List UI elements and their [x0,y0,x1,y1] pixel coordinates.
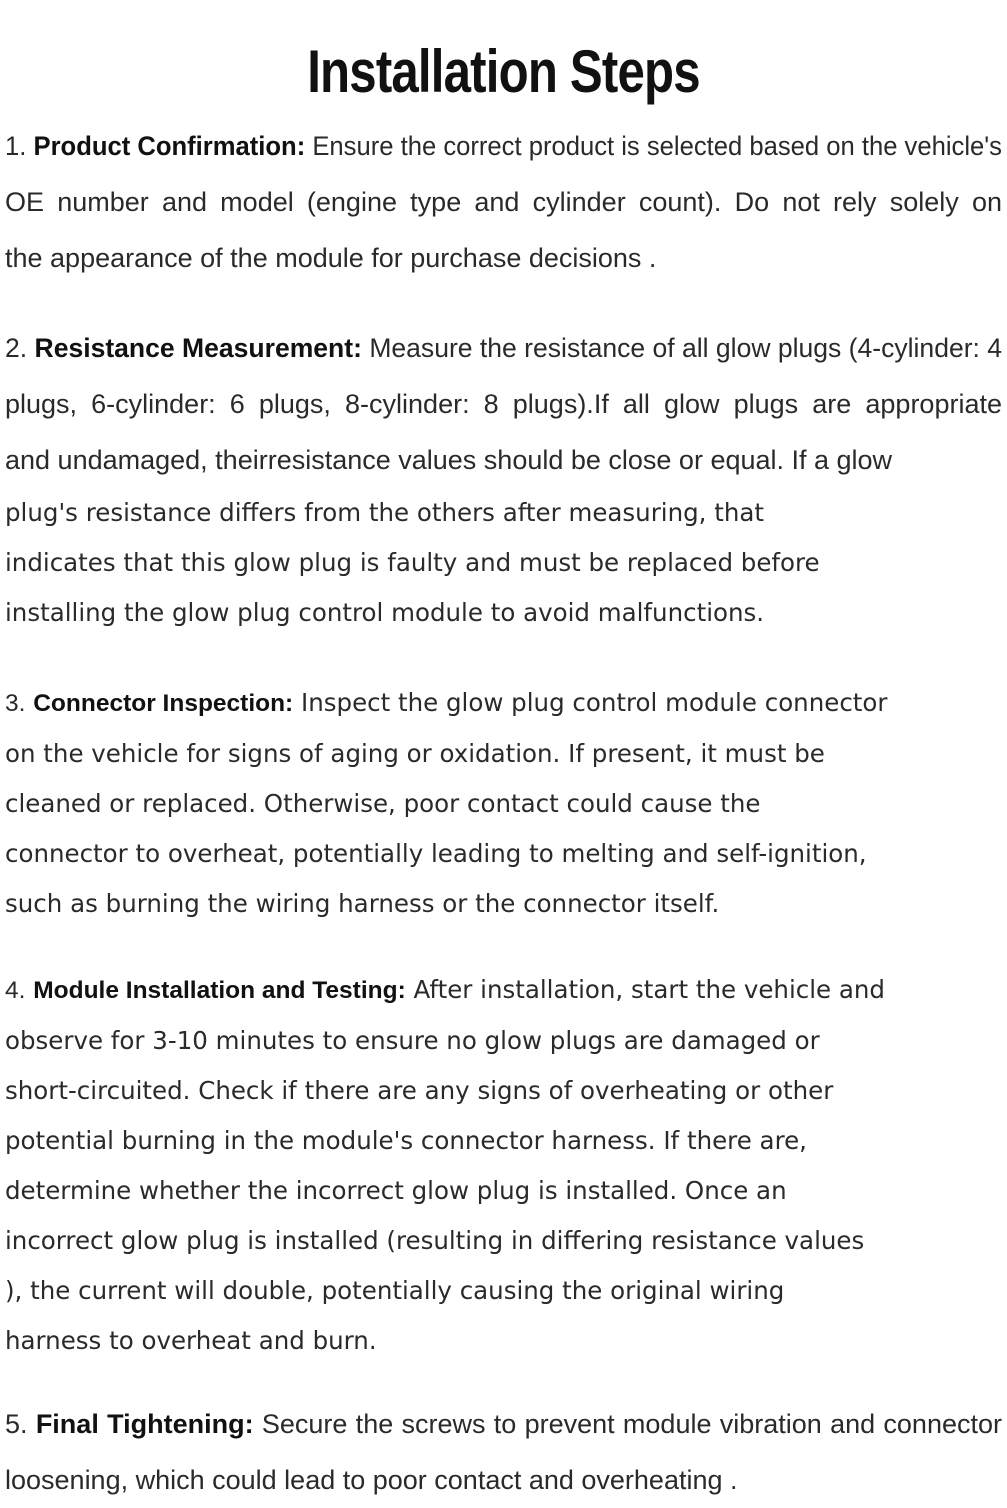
step-connector-inspection [5,678,1002,929]
step-line: indicates that this glow plug is faulty and must be replaced before [5,548,820,577]
step-line: incorrect glow plug is installed (resulting in differing resistance values [5,1226,865,1255]
step-line: short-circuited. Check if there are any signs of overheating or other [5,1076,834,1105]
step-resistance-measurement [5,320,1002,638]
step-number: 4. [5,977,26,1004]
step-line: plug's resistance differs from the others after measuring, that [5,498,764,527]
step-heading: Final Tightening: [35,1409,254,1439]
step-heading: Connector Inspection: [33,690,294,717]
step-line: and undamaged, theirresistance values should be close or equal. If a glow [5,445,893,475]
step-text: Secure the screws to prevent module vibration and connector [253,1409,1002,1439]
page-title: Installation Steps [307,38,700,106]
step-line: connector to overheat, potentially leading to melting and self-ignition, [5,839,867,868]
step-line: ), the current will double, potentially causing the original wiring [5,1276,785,1305]
step-line: installing the glow plug control module to avoid malfunctions. [5,598,765,627]
step-final-tightening [5,1396,1002,1508]
step-number: 2. [5,333,28,363]
step-line [5,118,1002,174]
step-line [5,320,1002,376]
step-line [5,1396,1002,1452]
step-text: After installation, start the vehicle and [405,975,885,1004]
step-line: on the vehicle for signs of aging or oxidation. If present, it must be [5,739,825,768]
step-product-confirmation [5,118,1002,286]
step-line [5,965,1002,1016]
step-line: plugs, 6-cylinder: 6 plugs, 8-cylinder: 8 plugs).If all glow plugs are appropriate [5,389,1002,419]
step-heading: Resistance Measurement: [34,333,362,363]
step-line: cleaned or replaced. Otherwise, poor contact could cause the [5,789,761,818]
step-line: determine whether the incorrect glow plug is installed. Once an [5,1176,787,1205]
step-line [5,678,1002,729]
step-heading: Module Installation and Testing: [33,977,406,1004]
step-line: such as burning the wiring harness or the connector itself. [5,889,720,918]
step-text: Inspect the glow plug control module connector [293,688,888,717]
step-heading: Product Confirmation: [33,131,306,161]
step-line: potential burning in the module's connector harness. If there are, [5,1126,807,1155]
step-number: 3. [5,690,26,717]
step-text: Ensure the correct product is selected based on the vehicle's [305,131,1002,161]
step-module-installation-testing [5,965,1002,1366]
step-line: harness to overheat and burn. [5,1326,377,1355]
step-line: OE number and model (engine type and cylinder count). Do not rely solely on [5,187,1002,217]
step-number: 1. [5,131,27,161]
step-line: the appearance of the module for purchase decisions . [5,243,657,273]
step-number: 5. [5,1409,28,1439]
step-line: observe for 3-10 minutes to ensure no glow plugs are damaged or [5,1026,820,1055]
step-text: Measure the resistance of all glow plugs (4-cylinder: 4 [361,333,1003,363]
step-line: loosening, which could lead to poor contact and overheating . [5,1465,738,1495]
